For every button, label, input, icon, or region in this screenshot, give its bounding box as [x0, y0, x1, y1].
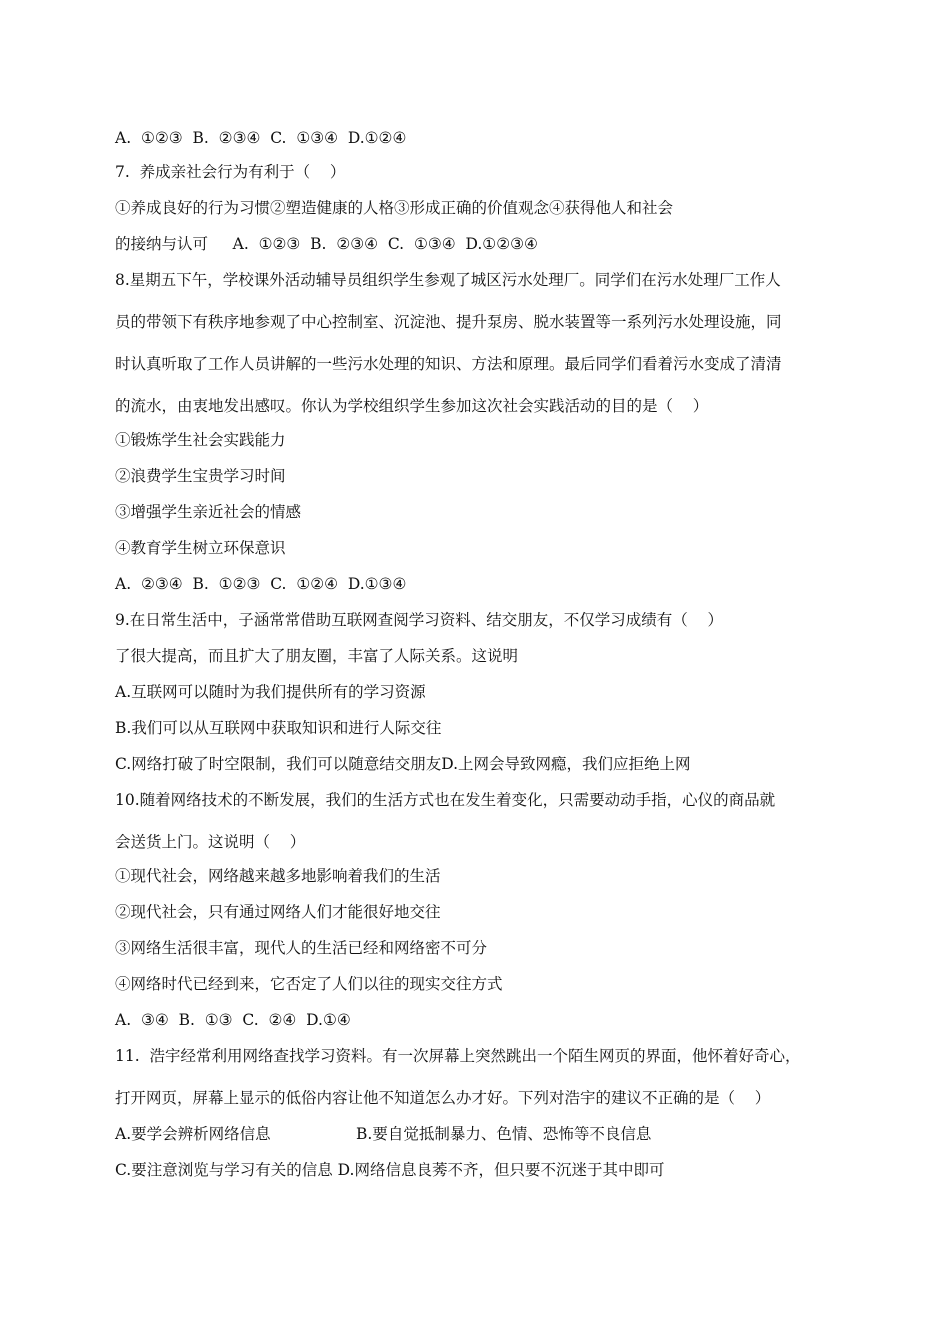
q6-options: A. ①②③ B. ②③④ C. ①③④ D.①②④ — [115, 129, 407, 147]
q8-statement-4: ④教育学生树立环保意识 — [115, 539, 286, 557]
q8-stem-line1: 8.星期五下午，学校课外活动辅导员组织学生参观了城区污水处理厂。同学们在污水处理厂工作人 — [115, 271, 781, 289]
q8-statement-1: ①锻炼学生社会实践能力 — [115, 431, 286, 449]
q10-options: A. ③④ B. ①③ C. ②④ D.①④ — [115, 1011, 351, 1029]
q10-statement-4: ④网络时代已经到来，它否定了人们以往的现实交往方式 — [115, 975, 503, 993]
q7-statements: ①养成良好的行为习惯②塑造健康的人格③形成正确的价值观念④获得他人和社会 — [115, 199, 674, 217]
q11-option-c-d: C.要注意浏览与学习有关的信息 D.网络信息良莠不齐，但只要不沉迷于其中即可 — [115, 1161, 665, 1179]
q11-stem-line2: 打开网页，屏幕上显示的低俗内容让他不知道怎么办才好。下列对浩宇的建议不正确的是（ ） — [115, 1089, 771, 1107]
q11-stem-line1: 11. 浩宇经常利用网络查找学习资料。有一次屏幕上突然跳出一个陌生网页的界面，他怀着好奇心， — [115, 1047, 801, 1065]
q11-option-b: B.要自觉抵制暴力、色情、恐怖等不良信息 — [356, 1125, 652, 1143]
q10-statement-1: ①现代社会，网络越来越多地影响着我们的生活 — [115, 867, 441, 885]
q9-option-c-d: C.网络打破了时空限制，我们可以随意结交朋友D.上网会导致网瘾，我们应拒绝上网 — [115, 755, 691, 773]
q8-stem-line4: 的流水，由衷地发出感叹。你认为学校组织学生参加这次社会实践活动的目的是（ ） — [115, 397, 709, 415]
q8-options: A. ②③④ B. ①②③ C. ①②④ D.①③④ — [115, 575, 407, 593]
q8-statement-2: ②浪费学生宝贵学习时间 — [115, 467, 286, 485]
q9-option-a: A.互联网可以随时为我们提供所有的学习资源 — [115, 683, 426, 701]
q9-option-b: B.我们可以从互联网中获取知识和进行人际交往 — [115, 719, 442, 737]
q8-stem-line2: 员的带领下有秩序地参观了中心控制室、沉淀池、提升泵房、脱水装置等一系列污水处理设施，同 — [115, 313, 782, 331]
q9-stem-line2: 了很大提高，而且扩大了朋友圈，丰富了人际关系。这说明 — [115, 647, 519, 665]
q10-statement-3: ③网络生活很丰富，现代人的生活已经和网络密不可分 — [115, 939, 488, 957]
q7-stem: 7. 养成亲社会行为有利于（ ） — [115, 163, 346, 181]
q7-statements-cont-options: 的接纳与认可 A. ①②③ B. ②③④ C. ①③④ D.①②③④ — [115, 235, 538, 253]
q11-option-a: A.要学会辨析网络信息 — [115, 1125, 271, 1143]
q10-stem-line1: 10.随着网络技术的不断发展，我们的生活方式也在发生着变化，只需要动动手指，心仪的商品就 — [115, 791, 776, 809]
q8-statement-3: ③增强学生亲近社会的情感 — [115, 503, 302, 521]
q9-stem-line1: 9.在日常生活中，子涵常常借助互联网查阅学习资料、结交朋友，不仅学习成绩有（ ） — [115, 611, 723, 629]
q10-statement-2: ②现代社会，只有通过网络人们才能很好地交往 — [115, 903, 441, 921]
q10-stem-line2: 会送货上门。这说明（ ） — [115, 833, 306, 851]
q8-stem-line3: 时认真听取了工作人员讲解的一些污水处理的知识、方法和原理。最后同学们看着污水变成了清清 — [115, 355, 782, 373]
